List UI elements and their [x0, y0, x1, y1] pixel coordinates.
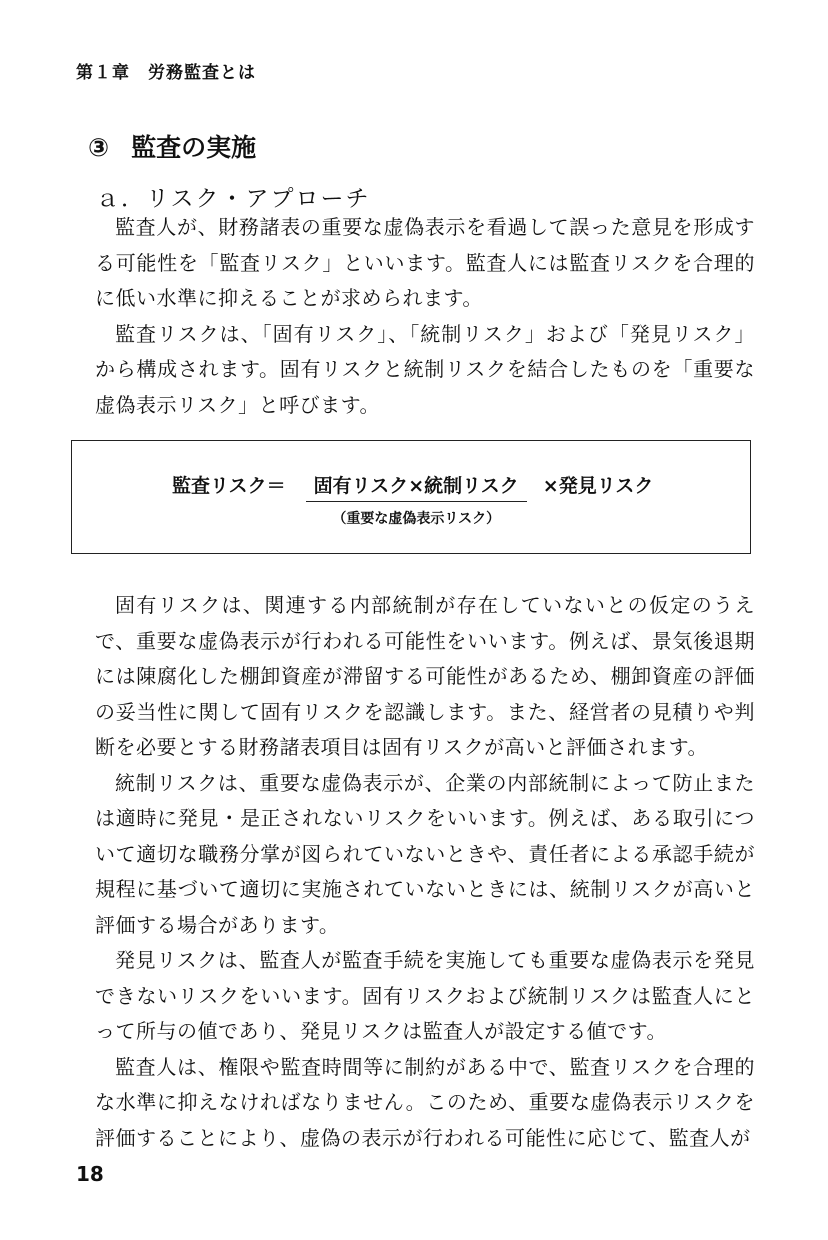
section-number: ③ [88, 133, 110, 162]
paragraph: 監査人は、権限や監査時間等に制約がある中で、監査リスクを合理的な水準に抑えなければなりません。このため、重要な虚偽表示リスクを評価することにより、虚偽の表示が行われる可能性に応じて、監査人が [95, 1054, 755, 1150]
paragraph: 統制リスクは、重要な虚偽表示が、企業の内部統制によって防止または適時に発見・是正されないリスクをいいます。例えば、ある取引について適切な職務分掌が図られていないときや、責任者による承認手続が規程に基づいて適切に実施されていないときには、統制リスクが高いと評価する場合があります。 [95, 770, 755, 937]
section-title: 監査の実施 [131, 133, 257, 162]
running-header: 第１章 労務監査とは [76, 63, 256, 83]
formula-lhs: 監査リスク＝ [172, 475, 286, 497]
formula [172, 471, 653, 528]
formula-rhs: ×発見リスク [542, 475, 654, 497]
page-number: 18 [76, 1162, 104, 1186]
paragraph: 固有リスクは、関連する内部統制が存在していないとの仮定のうえで、重要な虚偽表示が行われる可能性をいいます。例えば、景気後退期には陳腐化した棚卸資産が滞留する可能性があるため、棚卸資産の評価の妥当性に関して固有リスクを認識します。また、経営者の見積りや判断を必要とする財務諸表項目は固有リスクが高いと評価されます。 [95, 593, 755, 759]
paragraph: 監査リスクは、「固有リスク」、「統制リスク」および「発見リスク」から構成されます。固有リスクと統制リスクを結合したものを「重要な虚偽表示リスク」と呼びます。 [95, 321, 755, 417]
formula-box [71, 440, 751, 554]
body-text-main [95, 588, 755, 1156]
formula-product-main: 固有リスク×統制リスク [306, 471, 527, 502]
formula-product [306, 471, 527, 528]
paragraph: 発見リスクは、監査人が監査手続を実施しても重要な虚偽表示を発見できないリスクをいいます。固有リスクおよび統制リスクは監査人にとって所与の値であり、発見リスクは監査人が設定する値です。 [95, 948, 755, 1043]
body-text-intro [95, 210, 755, 423]
section-heading [88, 128, 256, 164]
paragraph: 監査人が、財務諸表の重要な虚偽表示を看過して誤った意見を形成する可能性を「監査リスク」といいます。監査人には監査リスクを合理的に低い水準に抑えることが求められます。 [95, 215, 755, 310]
subsection-heading: ａ．リスク・アプローチ [96, 186, 371, 212]
formula-product-note: （重要な虚偽表示リスク） [332, 511, 501, 527]
